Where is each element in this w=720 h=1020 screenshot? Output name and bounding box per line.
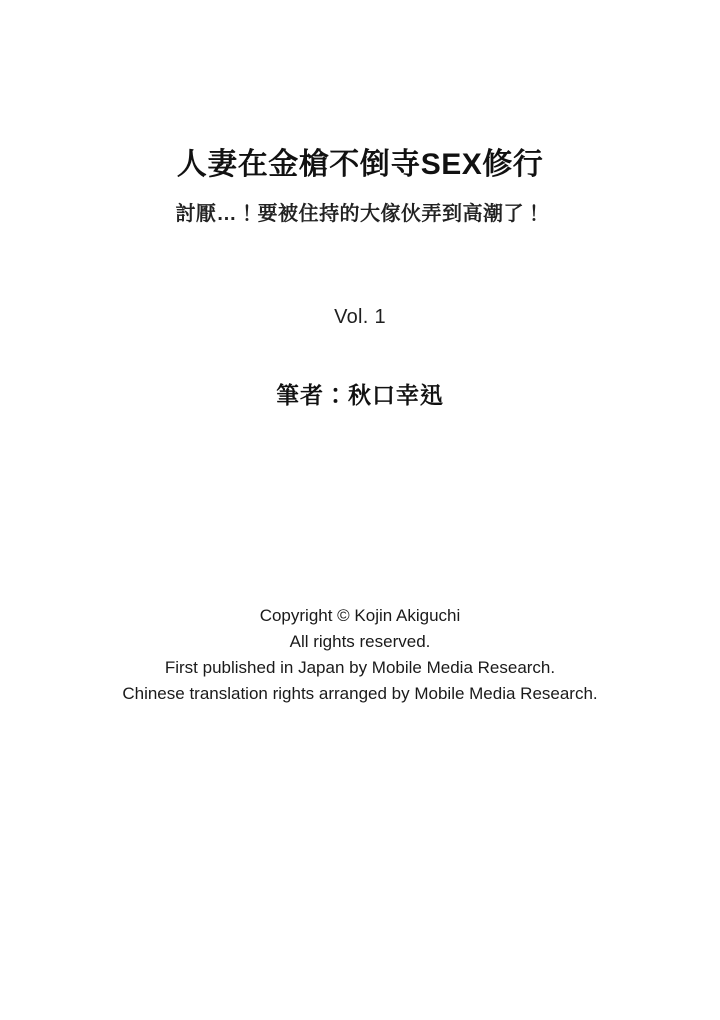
page-title: 人妻在金槍不倒寺SEX修行	[176, 148, 544, 181]
copyright-block	[0, 603, 720, 707]
copyright-line: All rights reserved.	[289, 632, 431, 651]
title-block	[0, 146, 720, 228]
copyright-line: First published in Japan by Mobile Media Research.	[164, 658, 556, 677]
author-label: 筆者：秋口幸迅	[276, 382, 444, 408]
copyright-line: Chinese translation rights arranged by Mobile Media Research.	[122, 684, 598, 703]
page-subtitle: 討厭…！要被住持的大傢伙弄到高潮了！	[175, 202, 545, 225]
volume-label: Vol. 1	[334, 306, 386, 328]
copyright-line: Copyright © Kojin Akiguchi	[259, 606, 461, 625]
